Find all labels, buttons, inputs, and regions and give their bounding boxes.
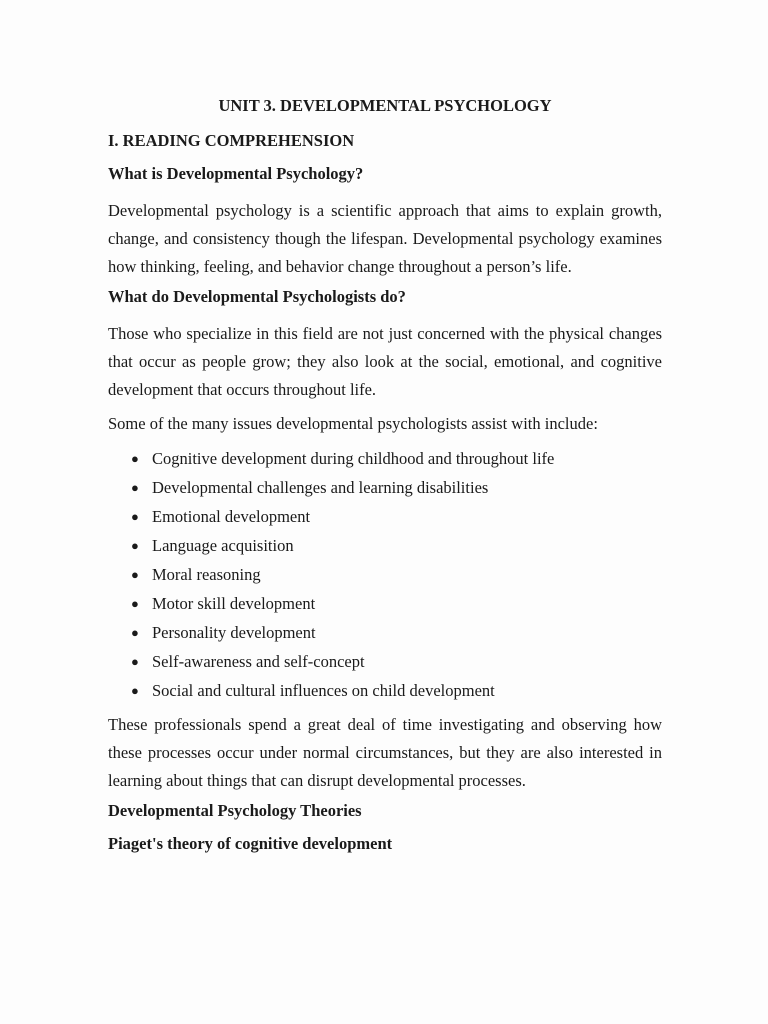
bullet-icon: ● [131, 625, 139, 640]
question-heading-what-is: What is Developmental Psychology? [108, 164, 364, 183]
bullet-icon: ● [131, 654, 139, 669]
piaget-heading: Piaget's theory of cognitive development [108, 834, 393, 853]
bullet-icon: ● [131, 567, 139, 582]
paragraph-closing: These professionals spend a great deal of time investigating and observing how these processes occur under normal circumstances, but they are also interested in learning about things that can disrupt developmental processes. [108, 715, 662, 790]
issues-list [108, 444, 662, 705]
paragraph-issues-intro: Some of the many issues developmental psychologists assist with include: [108, 414, 598, 433]
list-item [108, 589, 662, 618]
question-heading-what-do: What do Developmental Psychologists do? [108, 287, 406, 306]
list-item-text: Moral reasoning [152, 565, 261, 584]
theories-heading: Developmental Psychology Theories [108, 801, 362, 820]
paragraph-definition: Developmental psychology is a scientific approach that aims to explain growth, change, and consistency though the lifespan. Developmental psychology examines how thinking, feeling, and behavior change throughout a person’s life. [108, 201, 662, 276]
bullet-icon: ● [131, 451, 139, 466]
list-item [108, 444, 662, 473]
list-item-text: Emotional development [152, 507, 311, 526]
list-item-text: Language acquisition [152, 536, 294, 555]
list-item-text: Motor skill development [152, 594, 316, 613]
bullet-icon: ● [131, 538, 139, 553]
list-item-text: Personality development [152, 623, 316, 642]
list-item-text: Self-awareness and self-concept [152, 652, 365, 671]
page-title: UNIT 3. DEVELOPMENTAL PSYCHOLOGY [218, 96, 552, 115]
list-item-text: Social and cultural influences on child development [152, 681, 495, 700]
list-item [108, 647, 662, 676]
bullet-icon: ● [131, 480, 139, 495]
list-item [108, 676, 662, 705]
list-item [108, 531, 662, 560]
paragraph-specialists: Those who specialize in this field are not just concerned with the physical changes that occur as people grow; they also look at the social, emotional, and cognitive development that occurs throughout life. [108, 324, 662, 399]
list-item [108, 473, 662, 502]
list-item-text: Cognitive development during childhood and throughout life [152, 449, 555, 468]
list-item [108, 560, 662, 589]
list-item [108, 502, 662, 531]
bullet-icon: ● [131, 683, 139, 698]
document-page [108, 96, 662, 867]
bullet-icon: ● [131, 596, 139, 611]
section-heading: I. READING COMPREHENSION [108, 131, 355, 150]
list-item [108, 618, 662, 647]
list-item-text: Developmental challenges and learning disabilities [152, 478, 489, 497]
bullet-icon: ● [131, 509, 139, 524]
